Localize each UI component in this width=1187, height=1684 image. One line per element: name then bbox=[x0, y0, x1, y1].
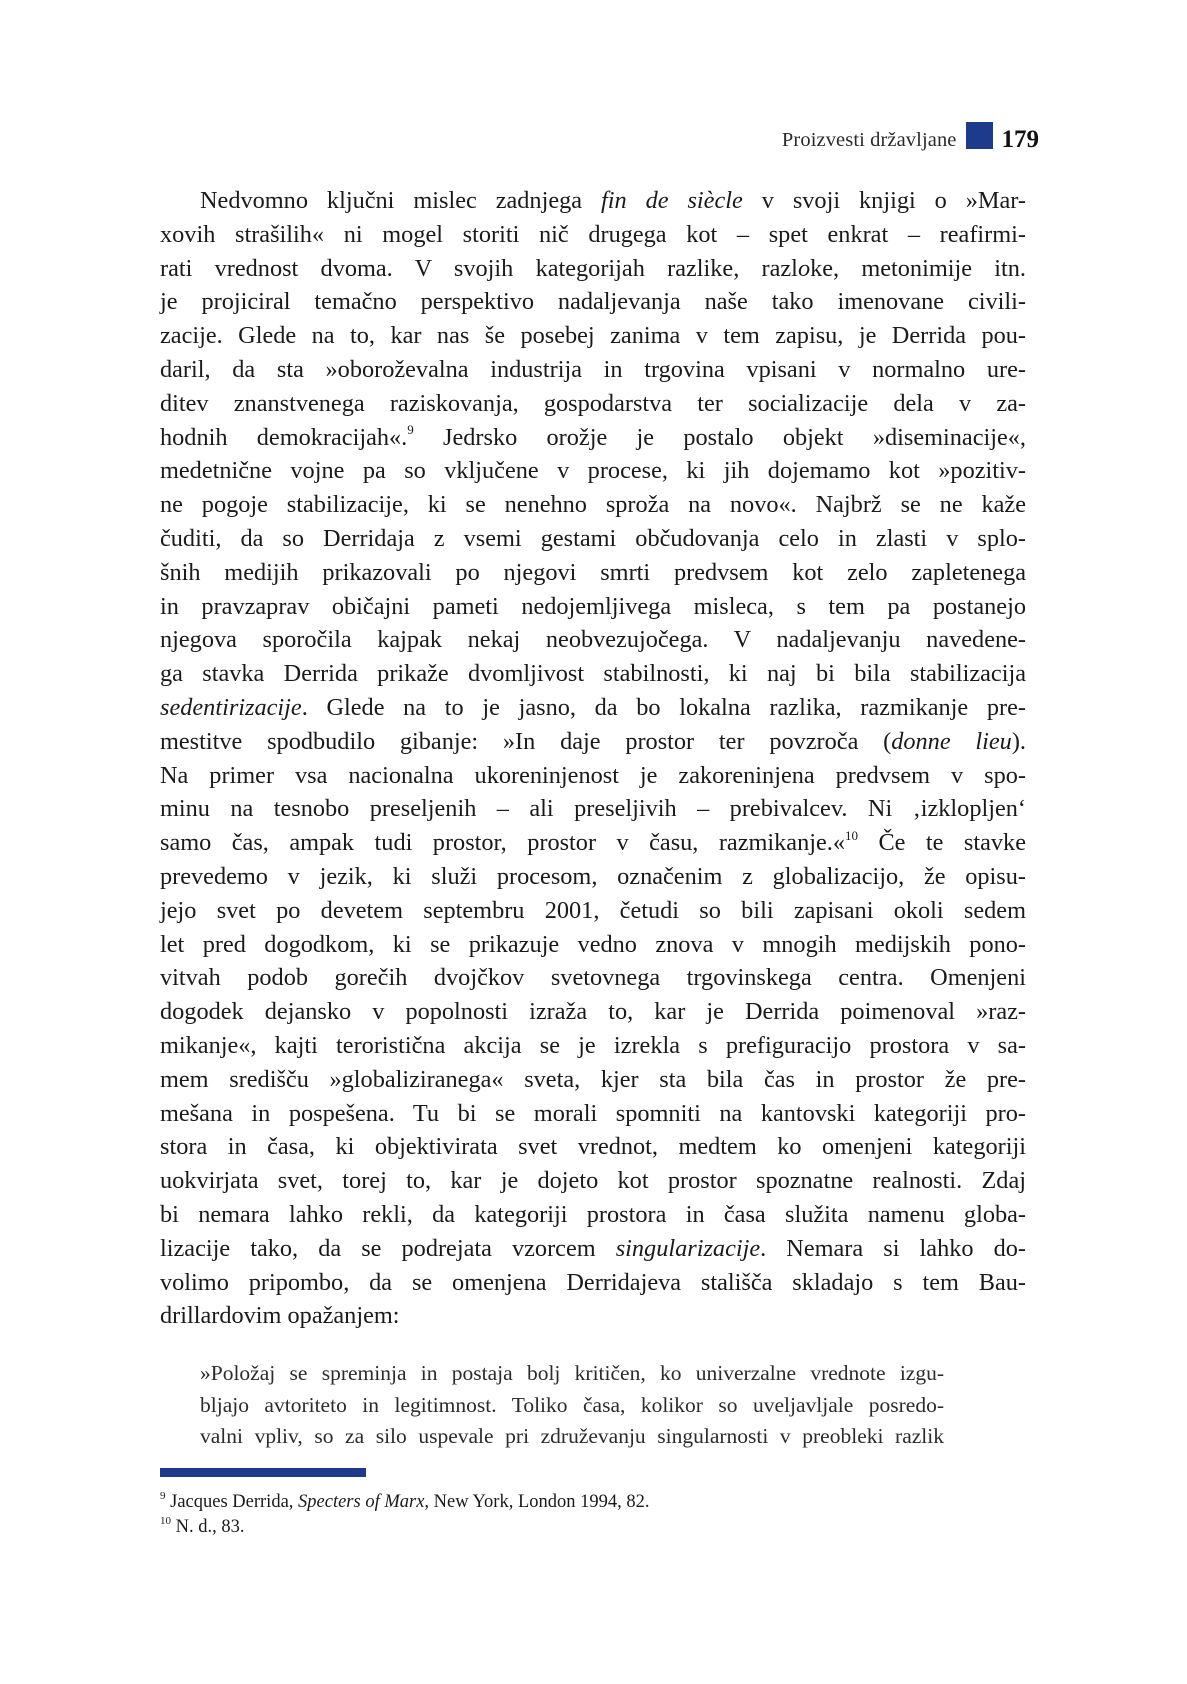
page-number: 179 bbox=[1001, 126, 1039, 153]
text-line bbox=[160, 1299, 1026, 1333]
text-line bbox=[160, 184, 1026, 218]
text-line bbox=[160, 1232, 1026, 1266]
text-run: zacije. Glede na to, kar nas še posebej zanima v tem zapisu, je Derrida pou- bbox=[160, 322, 1026, 350]
text-line bbox=[160, 1164, 1026, 1198]
text-line bbox=[160, 995, 1026, 1029]
quote-line: »Položaj se spreminja in postaja bolj kritičen, ko univerzalne vrednote izgu- bbox=[200, 1361, 944, 1385]
text-line bbox=[160, 218, 1026, 252]
italic-text: fin de siècle bbox=[601, 187, 743, 214]
text-run: Jedrsko orožje je postalo objekt »diseminacije«, bbox=[413, 423, 1027, 451]
text-line bbox=[160, 792, 1026, 826]
body-paragraph bbox=[160, 184, 1026, 1333]
footnote-rule bbox=[160, 1468, 366, 1477]
text-run: šnih medijih prikazovali po njegovi smrti predvsem kot zelo zapletenega bbox=[160, 558, 1026, 586]
footnotes bbox=[160, 1490, 980, 1540]
text-run: stora in časa, ki objektivirata svet vrednot, medtem ko omenjeni kategoriji bbox=[160, 1133, 1026, 1161]
footnote-number: 10 bbox=[160, 1514, 171, 1527]
italic-text: Specters of Marx bbox=[298, 1492, 425, 1512]
text-run: Jacques Derrida, bbox=[165, 1492, 299, 1512]
footnote-number: 9 bbox=[160, 1489, 166, 1502]
text-run: N. d., 83. bbox=[171, 1517, 245, 1537]
italic-text: donne lieu bbox=[891, 727, 1012, 755]
text-run: minu na tesnobo preseljenih – ali preseljivih – prebivalcev. Ni ‚izklopljen‘ bbox=[160, 795, 1026, 823]
text-run: čuditi, da so Derridaja z vsemi gestami občudovanja celo in zlasti v splo- bbox=[160, 524, 1026, 552]
text-line bbox=[160, 421, 1026, 455]
text-run: xovih strašilih« ni mogel storiti nič drugega kot – spet enkrat – reafirmi- bbox=[160, 220, 1026, 248]
text-run: daril, da sta »oboroževalna industrija in trgovina vpisani v normalno ure- bbox=[160, 355, 1026, 383]
text-run: lizacije tako, da se podrejata vzorcem bbox=[160, 1234, 616, 1262]
text-run: je projiciral temačno perspektivo nadaljevanja naše tako imenovane civili- bbox=[160, 288, 1026, 316]
text-run: samo čas, ampak tudi prostor, prostor v času, razmikanje.« bbox=[160, 829, 845, 857]
text-run: mikanje«, kajti teroristična akcija se je izrekla s prefiguracijo prostora v sa- bbox=[160, 1031, 1026, 1059]
text-run: v svoji knjigi o »Mar- bbox=[742, 187, 1026, 214]
italic-text: o bbox=[797, 254, 811, 282]
text-line bbox=[160, 691, 1026, 725]
running-title: Proizvesti državljane bbox=[781, 128, 957, 151]
text-run: drillardovim opažanjem: bbox=[160, 1302, 400, 1330]
italic-text: singularizacije bbox=[615, 1234, 761, 1262]
text-run: mestitve spodbudilo gibanje: »In daje prostor ter povzroča ( bbox=[160, 727, 892, 755]
text-run: dogodek dejansko v popolnosti izraža to, kar je Derrida poimenoval »raz- bbox=[160, 998, 1026, 1026]
text-line bbox=[160, 1266, 1026, 1300]
accent-square bbox=[966, 122, 993, 149]
footnote bbox=[160, 1515, 980, 1540]
text-line bbox=[160, 928, 1026, 962]
text-line bbox=[160, 556, 1026, 590]
text-line bbox=[160, 1198, 1026, 1232]
text-line bbox=[160, 454, 1026, 488]
text-run: rati vrednost dvoma. V svojih kategorijah razlike, razl bbox=[160, 254, 798, 282]
text-run: volimo pripombo, da se omenjena Derridajeva stališča skladajo s tem Bau- bbox=[160, 1268, 1026, 1296]
text-line bbox=[160, 590, 1026, 624]
text-line bbox=[160, 725, 1026, 759]
text-line bbox=[160, 1130, 1026, 1164]
footnote-ref: 10 bbox=[845, 828, 858, 844]
text-line bbox=[160, 961, 1026, 995]
running-head bbox=[782, 126, 1039, 154]
text-line bbox=[160, 623, 1026, 657]
text-run: uokvirjata svet, torej to, kar je dojeto kot prostor spoznatne realnosti. Zdaj bbox=[160, 1167, 1026, 1195]
text-line bbox=[160, 522, 1026, 556]
text-line bbox=[160, 488, 1026, 522]
text-line bbox=[160, 759, 1026, 793]
footnote bbox=[160, 1490, 980, 1515]
text-run: ga stavka Derrida prikaže dvomljivost stabilnosti, ki naj bi bila stabilizacija bbox=[160, 660, 1026, 688]
quote-line: bljajo avtoriteto in legitimnost. Toliko časa, kolikor so uveljavljale posredo- bbox=[200, 1392, 944, 1417]
text-line bbox=[160, 657, 1026, 691]
text-run: mešana in pospešena. Tu bi se morali spomniti na kantovski kategoriji pro- bbox=[160, 1099, 1026, 1127]
text-run: . Glede na to je jasno, da bo lokalna razlika, razmikanje pre- bbox=[301, 693, 1026, 721]
text-run: ). bbox=[1011, 727, 1026, 755]
text-run: in pravzaprav običajni pameti nedojemljivega misleca, s tem pa postanejo bbox=[160, 592, 1026, 620]
text-run: Nedvomno ključni mislec zadnjega bbox=[200, 187, 601, 214]
text-line bbox=[160, 319, 1026, 353]
text-run: mem središču »globaliziranega« sveta, kjer sta bila čas in prostor že pre- bbox=[160, 1065, 1026, 1093]
text-line bbox=[160, 1029, 1026, 1063]
footnote-ref: 9 bbox=[407, 422, 414, 438]
text-run: bi nemara lahko rekli, da kategoriji prostora in časa služita namenu globa- bbox=[160, 1200, 1026, 1228]
text-line bbox=[160, 285, 1026, 319]
text-run: ne pogoje stabilizacije, ki se nenehno sproža na novo«. Najbrž se ne kaže bbox=[160, 491, 1026, 519]
text-line bbox=[160, 1097, 1026, 1131]
text-run: ke, metonimije itn. bbox=[810, 254, 1026, 282]
text-run: medetnične vojne pa so vključene v procese, ki jih dojemamo kot »pozitiv- bbox=[160, 457, 1026, 485]
block-quote bbox=[200, 1358, 944, 1453]
text-run: ditev znanstvenega raziskovanja, gospodarstva ter socializacije dela v za- bbox=[160, 389, 1026, 417]
text-line bbox=[160, 860, 1026, 894]
text-run: Če te stavke bbox=[858, 829, 1026, 857]
text-line bbox=[160, 353, 1026, 387]
text-run: jejo svet po devetem septembru 2001, četudi so bili zapisani okoli sedem bbox=[160, 896, 1026, 924]
text-run: . Nemara si lahko do- bbox=[760, 1234, 1026, 1262]
italic-text: sedentirizacije bbox=[160, 693, 302, 721]
quote-line: valni vpliv, so za silo uspevale pri združevanju singularnosti v preobleki razlik bbox=[200, 1424, 944, 1448]
text-line bbox=[160, 826, 1026, 860]
text-run: let pred dogodkom, ki se prikazuje vedno znova v mnogih medijskih pono- bbox=[160, 930, 1026, 958]
text-run: , New York, London 1994, 82. bbox=[424, 1492, 650, 1512]
text-line bbox=[160, 387, 1026, 421]
text-run: hodnih demokracijah«. bbox=[160, 423, 408, 451]
text-run: njegova sporočila kajpak nekaj neobvezujočega. V nadaljevanju navedene- bbox=[160, 626, 1026, 654]
text-line bbox=[160, 252, 1026, 286]
text-run: Na primer vsa nacionalna ukoreninjenost je zakoreninjena predvsem v spo- bbox=[160, 761, 1026, 789]
text-run: vitvah podob gorečih dvojčkov svetovnega trgovinskega centra. Omenjeni bbox=[160, 964, 1026, 992]
text-line bbox=[160, 894, 1026, 928]
text-run: prevedemo v jezik, ki služi procesom, označenim z globalizacijo, že opisu- bbox=[160, 862, 1026, 890]
text-line bbox=[160, 1063, 1026, 1097]
